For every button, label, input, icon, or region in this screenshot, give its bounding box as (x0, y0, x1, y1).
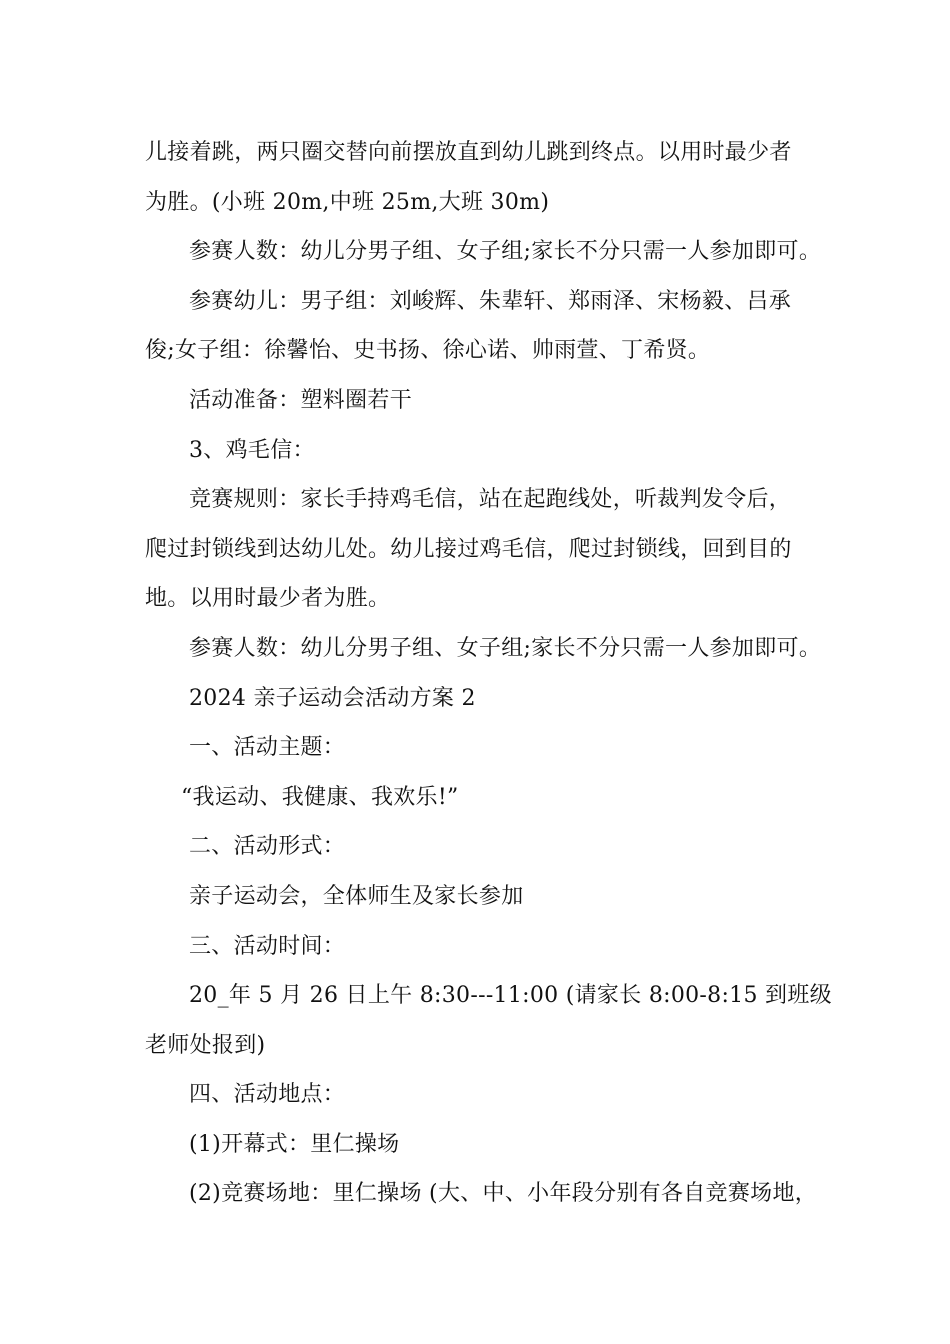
text-line: 老师处报到) (145, 1032, 266, 1058)
text-line: 亲子运动会，全体师生及家长参加 (189, 883, 524, 909)
text-line: 为胜。(小班 20m,中班 25m,大班 30m) (145, 189, 550, 215)
text-line: 四、活动地点： (189, 1082, 346, 1108)
text-line: 20_年 5 月 26 日上午 8:30---11:00 (请家长 8:00-8:15 到班级 (189, 983, 832, 1009)
text-line: 爬过封锁线到达幼儿处。幼儿接过鸡毛信，爬过封锁线，回到目的 (145, 536, 792, 562)
text-line: 俊;女子组：徐馨怡、史书扬、徐心诺、帅雨萱、丁希贤。 (145, 338, 711, 364)
text-line: 参赛幼儿：男子组：刘峻辉、朱辈轩、郑雨泽、宋杨毅、吕承 (189, 288, 792, 314)
text-line: 3、鸡毛信： (189, 437, 315, 463)
text-line: 地。以用时最少者为胜。 (145, 586, 391, 612)
document-body (145, 128, 832, 1219)
text-line: 2024 亲子运动会活动方案 2 (189, 685, 476, 711)
text-line: 儿接着跳，两只圈交替向前摆放直到幼儿跳到终点。以用时最少者 (145, 140, 792, 165)
text-line: 参赛人数：幼儿分男子组、女子组;家长不分只需一人参加即可。 (189, 635, 822, 661)
text-line: “我运动、我健康、我欢乐!” (181, 784, 459, 810)
text-line: 活动准备：塑料圈若干 (189, 387, 413, 413)
text-line: (1)开幕式：里仁操场 (189, 1131, 400, 1157)
text-line: 一、活动主题： (189, 735, 346, 761)
text-line: 参赛人数：幼儿分男子组、女子组;家长不分只需一人参加即可。 (189, 239, 822, 265)
text-line: 三、活动时间： (189, 933, 346, 959)
text-line: (2)竞赛场地：里仁操场 (大、中、小年段分别有各自竞赛场地， (189, 1181, 818, 1207)
text-line: 竞赛规则：家长手持鸡毛信，站在起跑线处，听裁判发令后， (189, 487, 792, 513)
text-line: 二、活动形式： (189, 834, 346, 860)
